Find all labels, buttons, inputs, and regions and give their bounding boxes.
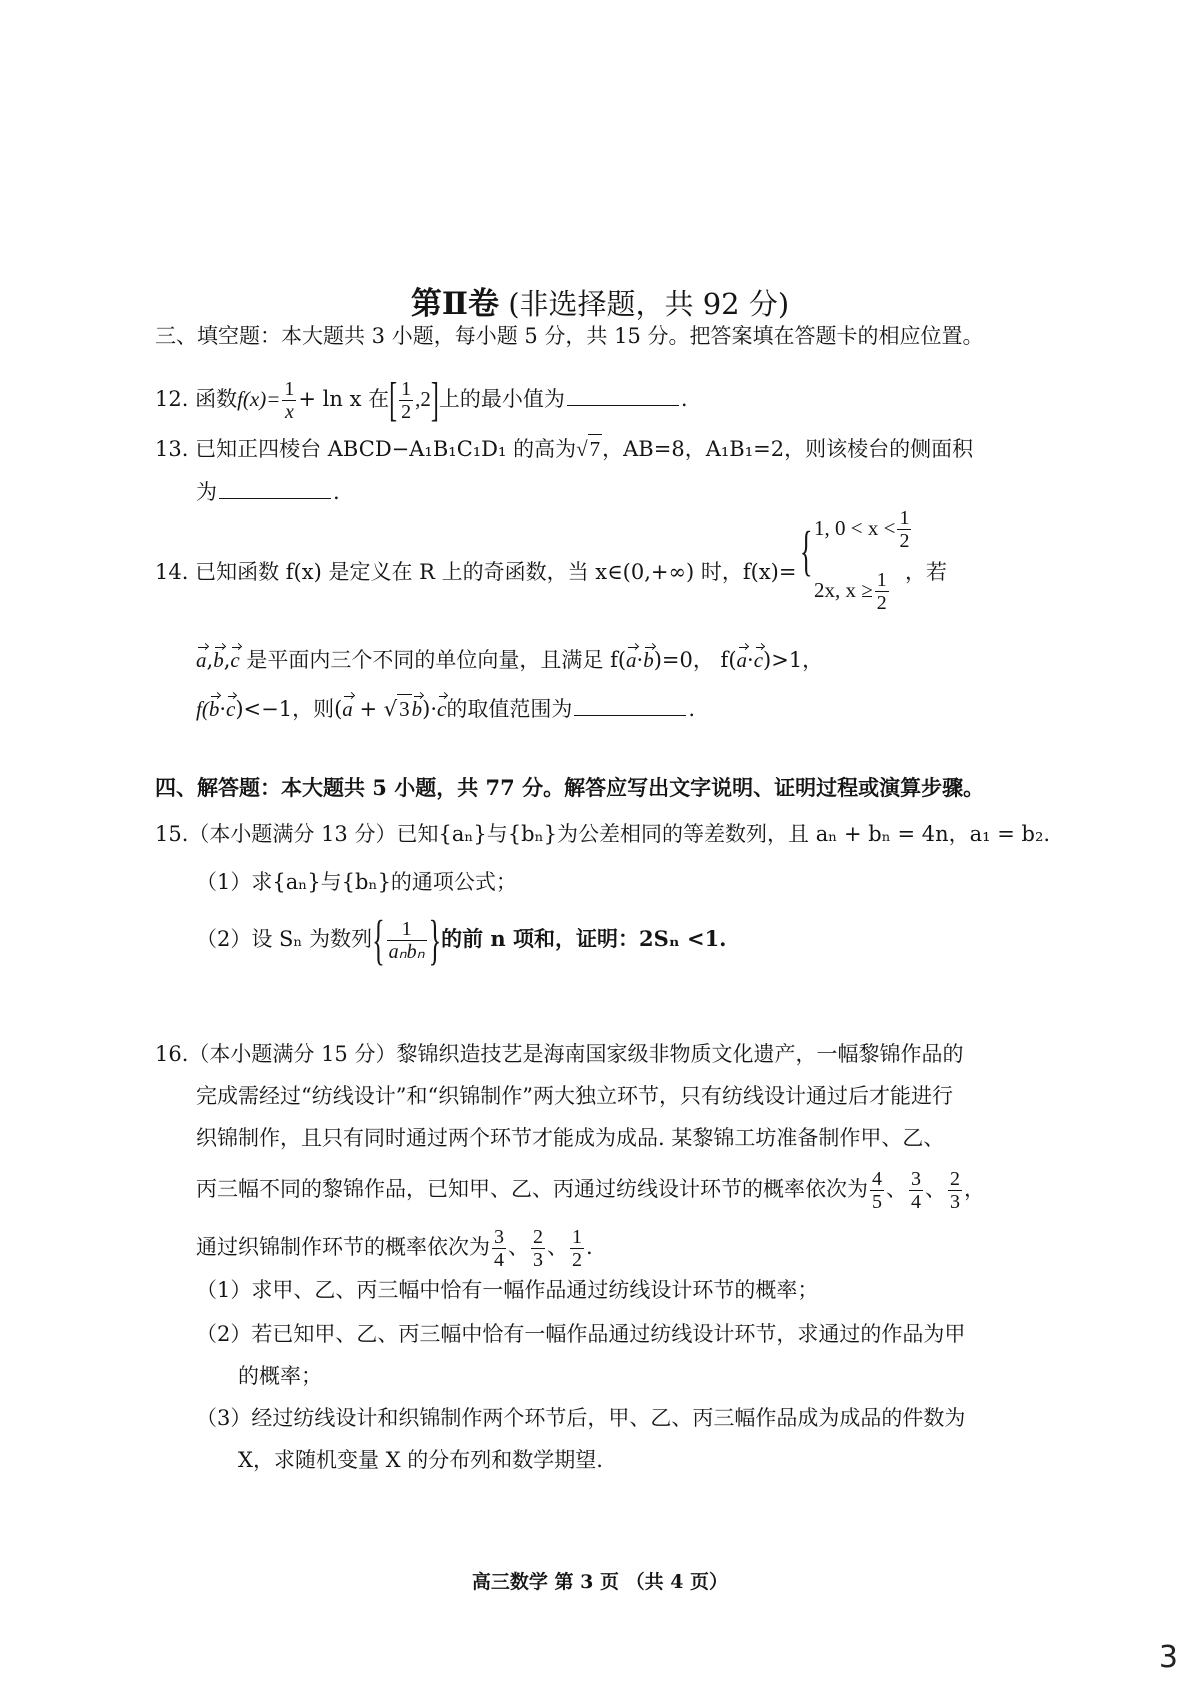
q15-part2-text-a: （2）设 Sₙ 为数列 [196, 927, 373, 951]
q16-weave-prob-1-den: 4 [494, 1249, 504, 1271]
q12-fraction-num: 1 [284, 378, 295, 400]
q14-case2-frac [875, 569, 889, 614]
q13-text3: 为 [196, 480, 217, 504]
q12-end: . [680, 387, 688, 411]
q15-part2-text-b: 的前 n 项和，证明：2Sₙ <1. [441, 926, 727, 951]
title-prefix: 第Ⅱ卷 [410, 286, 499, 322]
q16-sep: 、 [925, 1177, 946, 1201]
q12-interval-den: 2 [401, 401, 412, 423]
q12-answer-blank[interactable] [567, 387, 679, 406]
vector-b: b [213, 648, 224, 672]
q14-line3-text-a: f( [196, 697, 209, 721]
q15-part1: （1）求{aₙ}与{bₙ}的通项公式； [196, 870, 517, 894]
q16-weave-prob-1 [492, 1226, 506, 1271]
vector-a-2: a [626, 648, 637, 672]
q12-fraction [282, 378, 296, 423]
q16-design-prob-2-num: 3 [911, 1168, 921, 1190]
q15-part2 [196, 909, 727, 970]
q16-line5-text: 通过织锦制作环节的概率依次为 [196, 1235, 490, 1259]
question-12 [155, 374, 688, 427]
q15-stem: 15.（本小题满分 13 分）已知{aₙ}与{bₙ}为公差相同的等差数列，且 aₙ + bₙ = 4n，a₁ = b₂. [155, 822, 1051, 846]
question-13-cont [196, 478, 340, 506]
vector-b-4: b [411, 697, 423, 721]
vector-b-3: b [208, 697, 220, 721]
q14-line2: a,b,c 是平面内三个不同的单位向量，且满足 f(a·b)=0， f(a·c)>1， [196, 648, 824, 672]
q12-interval-fraction [399, 378, 413, 423]
q16-design-prob-3-num: 2 [950, 1168, 960, 1190]
q13-number: 13. [155, 437, 189, 461]
q14-line3-text-b: )<−1，则 [235, 697, 335, 721]
q13-text2: ，AB=8，A₁B₁=2，则该棱台的侧面积 [602, 437, 974, 461]
q14-answer-blank[interactable] [574, 697, 686, 716]
q14-number: 14. [155, 560, 189, 584]
q14-case2-num: 1 [876, 569, 887, 591]
q14-line2-text-a: 是平面内三个不同的单位向量，且满足 f( [246, 648, 627, 672]
q16-weave-prob-2-num: 2 [533, 1226, 543, 1248]
q14-case2-den: 2 [876, 592, 887, 614]
q14-line3-text-c: 的取值范围为 [446, 697, 573, 721]
q14-text1: 已知函数 f(x) 是定义在 R 上的奇函数，当 x∈(0,+∞) 时，f(x)= [195, 560, 797, 584]
q16-sep: 、 [508, 1235, 529, 1259]
q12-interval-end: ,2 [415, 387, 431, 411]
q16-line2: 完成需经过“纺线设计”和“织锦制作”两大独立环节，只有纺线设计通过后才能进行 [196, 1084, 953, 1108]
q16-line3: 织锦制作，且只有同时通过两个环节才能成为成品. 某黎锦工坊准备制作甲、乙、 [196, 1126, 945, 1150]
q16-weave-prob-3-den: 2 [572, 1249, 582, 1271]
q16-part2-cont: 的概率； [238, 1364, 322, 1388]
q14-end: . [688, 697, 696, 721]
q13-end: . [333, 480, 340, 504]
q16-design-prob-3-den: 3 [950, 1191, 960, 1213]
q12-fraction-den: x [282, 400, 296, 423]
q12-interval-num: 1 [401, 378, 412, 400]
q16-sep: 、 [547, 1235, 568, 1259]
q16-weave-prob-2 [531, 1226, 545, 1271]
page-footer: 高三数学 第 3 页 （共 4 页） [471, 1571, 729, 1593]
q16-weave-prob-1-num: 3 [494, 1226, 504, 1248]
q13-text1: 已知正四棱台 ABCD−A₁B₁C₁D₁ 的高为 [195, 437, 577, 461]
q16-line4 [196, 1168, 985, 1213]
question-13 [155, 434, 973, 463]
q12-text1: 函数 [195, 387, 238, 411]
q14-case1-text: 1, 0 < x < [814, 516, 896, 540]
q16-line5 [196, 1226, 593, 1271]
vector-c-4: c [437, 697, 447, 721]
q14-case2-text: 2x, x ≥ [814, 578, 873, 602]
q13-sqrt-sign: √ [576, 437, 588, 461]
q16-design-prob-1-den: 5 [872, 1191, 882, 1213]
section3-header: 三、填空题：本大题共 3 小题，每小题 5 分，共 15 分。把答案填在答题卡的相应位置。 [155, 324, 984, 348]
q14-brace: { [800, 520, 813, 582]
q16-line1: 16.（本小题满分 15 分）黎锦织造技艺是海南国家级非物质文化遗产，一幅黎锦作品的 [155, 1042, 964, 1066]
q16-design-prob-3 [948, 1168, 962, 1213]
q16-design-prob-1 [870, 1168, 884, 1213]
q16-part3-cont: X，求随机变量 X 的分布列和数学期望. [238, 1448, 603, 1472]
q16-part1: （1）求甲、乙、丙三幅中恰有一幅作品通过纺线设计环节的概率； [196, 1278, 819, 1302]
q12-fx: f(x)= [237, 387, 281, 411]
section-title [0, 278, 1200, 323]
q14-line3: f(b·c)<−1，则(a + √3b)·c的取值范围为 . [196, 694, 695, 723]
q14-case1-num: 1 [899, 507, 910, 529]
q13-answer-blank[interactable] [219, 480, 331, 499]
q16-weave-prob-3 [570, 1226, 584, 1271]
q16-part2: （2）若已知甲、乙、丙三幅中恰有一幅作品通过纺线设计环节，求通过的作品为甲 [196, 1322, 966, 1346]
q14-if: ，若 [905, 560, 947, 584]
q15-fraction [387, 918, 427, 963]
q14-case-1 [814, 507, 913, 552]
q15-right-brace: } [428, 909, 442, 970]
q12-number: 12. [155, 387, 189, 411]
q16-design-prob-1-num: 4 [872, 1168, 882, 1190]
q15-fraction-den: aₙbₙ [388, 941, 425, 963]
q16-weave-prob-2-den: 3 [533, 1249, 543, 1271]
q14-case-2 [814, 569, 891, 614]
page-number: 3 [1158, 1640, 1178, 1675]
q16-period: . [586, 1235, 593, 1259]
q12-left-bracket: [ [389, 374, 398, 427]
q12-right-bracket: ] [430, 374, 439, 427]
vector-a: a [196, 648, 207, 672]
q14-line2-text-c: )>1， [763, 648, 824, 672]
section4-header: 四、解答题：本大题共 5 小题，共 77 分。解答应写出文字说明、证明过程或演算步骤。 [155, 775, 985, 800]
q16-line4-text: 丙三幅不同的黎锦作品，已知甲、乙、丙通过纺线设计环节的概率依次为 [196, 1177, 868, 1201]
q16-design-prob-2 [909, 1168, 923, 1213]
q12-text2: + ln x 在 [298, 387, 390, 411]
q16-weave-prob-3-num: 1 [572, 1226, 582, 1248]
q15-fraction-num: 1 [401, 918, 412, 940]
q12-text3: 上的最小值为 [438, 387, 565, 411]
q14-case1-den: 2 [899, 530, 910, 552]
vector-c-2: c [753, 648, 764, 672]
q13-sqrt-value: 7 [588, 434, 603, 463]
vector-c-3: c [226, 697, 236, 721]
title-rest: (非选择题，共 92 分) [508, 287, 790, 321]
vector-a-3: a [736, 648, 748, 672]
q14-case1-frac [897, 507, 911, 552]
q16-sep: 、 [886, 1177, 907, 1201]
q15-left-brace: { [372, 909, 385, 970]
q14-line2-text-b: )=0， f( [653, 648, 737, 672]
vector-a-4: a [342, 697, 353, 721]
q16-design-prob-2-den: 4 [911, 1191, 921, 1213]
q14-sqrt3: 3 [397, 694, 412, 723]
vector-c: c [230, 648, 240, 672]
q16-comma: ， [964, 1177, 985, 1201]
question-14 [155, 558, 796, 586]
vector-b-2: b [643, 648, 654, 672]
q16-part3: （3）经过纺线设计和织锦制作两个环节后，甲、乙、丙三幅作品成为成品的件数为 [196, 1406, 966, 1430]
